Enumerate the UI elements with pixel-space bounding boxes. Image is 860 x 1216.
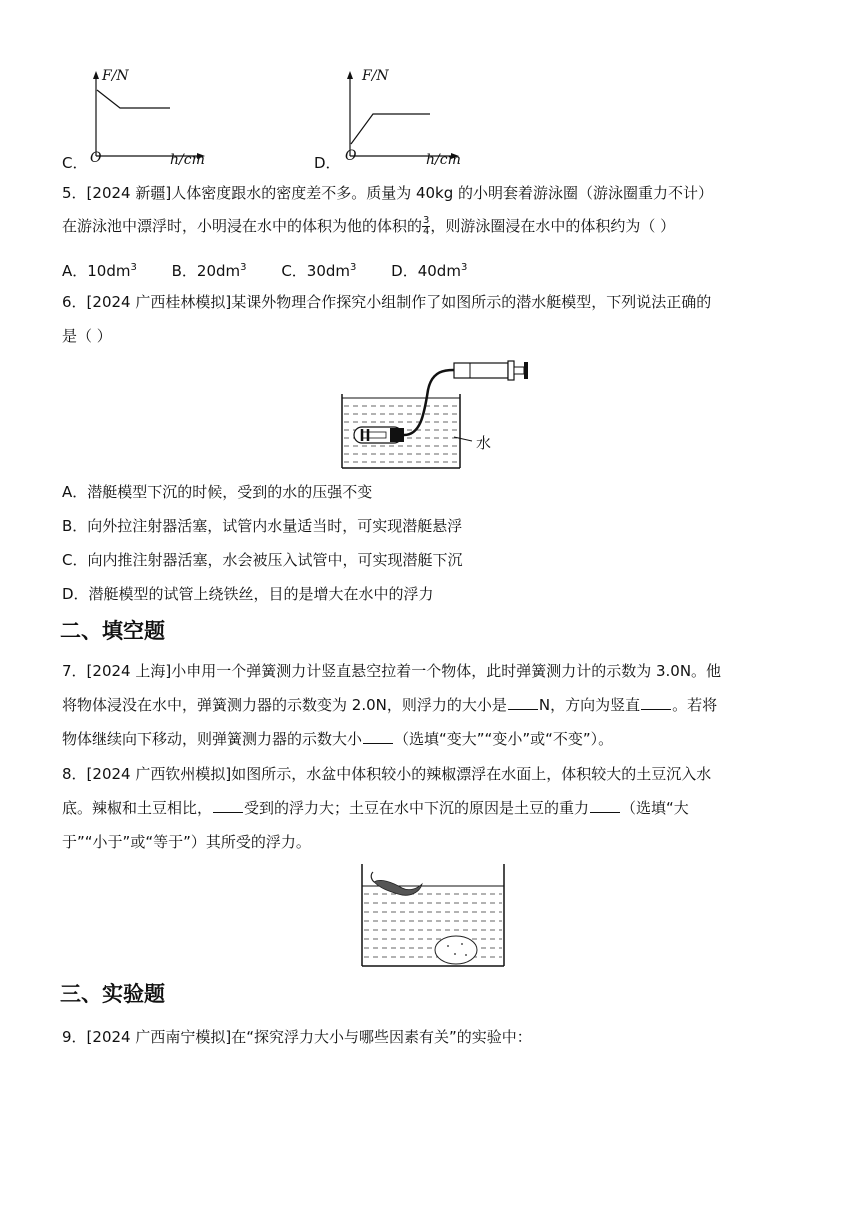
q7-blank-2[interactable]	[641, 695, 671, 710]
graph-d-origin: O	[345, 148, 357, 164]
basin-figure	[358, 862, 508, 970]
q7-line2	[62, 694, 717, 716]
graph-c-y-label: F/N	[102, 68, 129, 84]
chili-pepper	[374, 880, 422, 895]
q7-line1: 7．[2024 上海]小申用一个弹簧测力计竖直悬空拉着一个物体，此时弹簧测力计的示数为 3.0N。他	[62, 662, 722, 680]
q5-option-b	[172, 257, 247, 282]
graph-c-origin: O	[90, 150, 102, 166]
q6-option-c: C．向内推注射器活塞，水会被压入试管中，可实现潜艇下沉	[62, 551, 463, 569]
option-c-label: C．	[62, 154, 88, 172]
q7-line3	[62, 728, 613, 750]
submarine-illustration	[336, 356, 536, 472]
q5-option-b-text: B．20dm	[171, 262, 241, 280]
section-experiment-heading: 三、实验题	[60, 982, 165, 1006]
q7-blank-3[interactable]	[363, 729, 393, 744]
q5-option-d-text: D．40dm	[391, 262, 461, 280]
q5-options	[62, 257, 497, 282]
q8-blank-2[interactable]	[590, 798, 620, 813]
graph-d-line	[351, 114, 430, 144]
q5-option-c	[281, 257, 356, 282]
option-d-label: D．	[314, 154, 341, 172]
water-label: 水	[476, 434, 492, 452]
q7-line2-b: N，方向为竖直	[538, 696, 641, 714]
q7-line2-a: 将物体浸没在水中，弹簧测力器的示数变为 2.0N，则浮力的大小是	[62, 696, 507, 714]
basin-illustration	[358, 862, 508, 970]
q8-line2	[62, 797, 689, 819]
q5-line2-b: ，则游泳圈浸在水中的体积约为（ ）	[430, 217, 676, 235]
section-fill-in-heading: 二、填空题	[60, 619, 165, 643]
q8-line3: 于”“小于”或“等于”）其所受的浮力。	[62, 833, 311, 851]
q6-line2: 是（ ）	[62, 327, 112, 345]
q5-option-a-text: A．10dm	[62, 262, 131, 280]
graph-d-plot	[338, 68, 484, 168]
y-arrow	[347, 71, 353, 79]
y-arrow	[93, 71, 99, 79]
graph-d-y-label: F/N	[362, 68, 389, 84]
q5-option-d-sup: 3	[460, 262, 468, 273]
q8-line1: 8．[2024 广西钦州模拟]如图所示，水盆中体积较小的辣椒漂浮在水面上，体积较大的土豆沉入水	[62, 765, 712, 783]
q9-line1: 9．[2024 广西南宁模拟]在“探究浮力大小与哪些因素有关”的实验中：	[62, 1028, 532, 1046]
q5-frac-num: 3	[423, 215, 430, 226]
submarine-figure	[336, 356, 536, 472]
graph-d-x-label: h/cm	[426, 152, 461, 168]
q8-line2-a: 底。辣椒和土豆相比，	[62, 799, 213, 817]
graph-d	[314, 68, 484, 172]
q5-option-a	[62, 257, 137, 282]
q5-line2	[62, 215, 675, 237]
graph-c	[60, 68, 230, 172]
q5-option-d	[391, 257, 467, 282]
graph-c-line	[97, 90, 170, 108]
q6-option-d: D．潜艇模型的试管上绕铁丝，目的是增大在水中的浮力	[62, 585, 434, 603]
q5-line2-a: 在游泳池中漂浮时，小明浸在水中的体积为他的体积的	[62, 217, 423, 235]
q7-line2-c: 。若将	[672, 696, 718, 714]
q8-blank-1[interactable]	[213, 798, 243, 813]
q5-frac-den: 4	[423, 226, 430, 237]
q6-line1: 6．[2024 广西桂林模拟]某课外物理合作探究小组制作了如图所示的潜水艇模型，下列说法正确的	[62, 293, 712, 311]
graph-c-x-label: h/cm	[170, 152, 205, 168]
q7-blank-1[interactable]	[508, 695, 538, 710]
q8-line2-c: （选填“大	[621, 799, 689, 817]
q5-line1: 5．[2024 新疆]人体密度跟水的密度差不多。质量为 40kg 的小明套着游泳圈（游泳圈重力不计）	[62, 184, 714, 202]
q8-line2-b: 受到的浮力大；土豆在水中下沉的原因是土豆的重力	[244, 799, 590, 817]
q5-option-c-sup: 3	[350, 262, 357, 273]
q7-line3-b: （选填“变大”“变小”或“不变”）。	[394, 730, 614, 748]
q6-option-a: A．潜艇模型下沉的时候，受到的水的压强不变	[62, 483, 373, 501]
potato	[435, 936, 477, 964]
q6-option-b: B．向外拉注射器活塞，试管内水量适当时，可实现潜艇悬浮	[62, 517, 463, 535]
q5-option-c-text: C．30dm	[281, 262, 351, 280]
q5-option-b-sup: 3	[240, 262, 247, 273]
q7-line3-a: 物体继续向下移动，则弹簧测力器的示数大小	[62, 730, 363, 748]
q5-option-a-sup: 3	[130, 262, 137, 273]
